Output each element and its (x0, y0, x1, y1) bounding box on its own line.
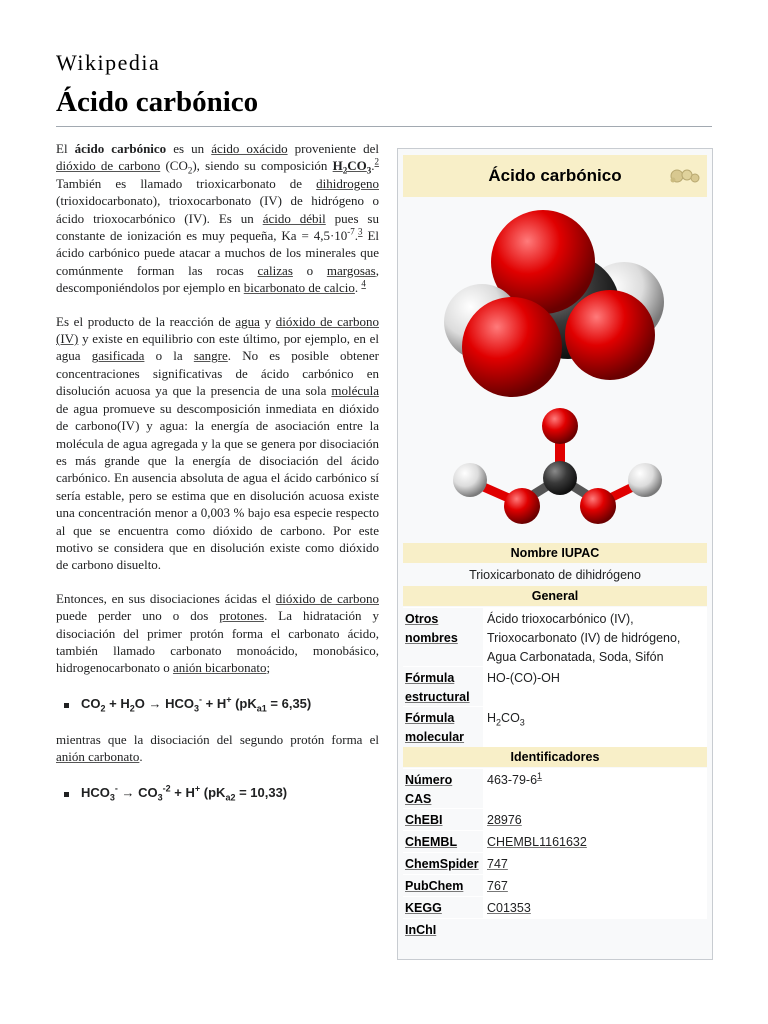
formula-h2co3[interactable]: $H_2CO_3$ (332, 158, 372, 176)
paragraph-2: Es el producto de la reacción de agua y dióxido de carbono (IV) y existe en equilibrio con este último, por ejemplo, en el agua gasificada o la sangre. No es posible obtener concentraciones significativas de ácido carbónico en disolución acuosa ya que la presencia de una sola molécula de agua promueve su descomposición inmediata en dióxido de carbono(IV) y agua: la energía de asociación entre la molécula de agua agregada y la que se genera por disociación es más grande que la energía de disociación del ácido carbónico. En ausencia absoluta de agua el ácido carbónico sí sería estable, pero se estima que en disolución acuosa existe una concentración menor a 0,003 % bajo esa especie respecto al que se encuentra como dióxido de carbono. Por este motivo se considera que en disolución existe como dióxido de carbono disuelto. (56, 313, 379, 573)
formula-molecular-value: $H_2CO_3$ (483, 707, 707, 749)
link-acido-oxacido[interactable]: ácido oxácido (211, 141, 288, 156)
paragraph-3: Entonces, en sus disociaciones ácidas el dióxido de carbono puede perder uno o dos protones. La hidratación y disociación del primer protón forma el carbonato ácido, también llamado carbonato monoácido, monobásico, hidrogenocarbonato o anión bicarbonato; (56, 590, 379, 676)
row-otros-nombres (403, 607, 707, 669)
infobox-title: Ácido carbónico (403, 155, 707, 197)
chebi-label[interactable]: ChEBI (403, 809, 483, 832)
row-pubchem (403, 874, 707, 898)
link-molecula[interactable]: molécula (331, 383, 379, 399)
link-bicarbonato-de-calcio[interactable]: bicarbonato de calcio (243, 280, 355, 296)
link-sangre[interactable]: sangre (193, 348, 228, 364)
row-chebi (403, 808, 707, 832)
row-formula-estructural (403, 666, 707, 709)
iupac-name-value: Trioxicarbonato de dihidrógeno (469, 568, 641, 582)
link-protones[interactable]: protones (219, 608, 265, 624)
cas-label[interactable]: Número CAS (403, 769, 483, 811)
pubchem-label[interactable]: PubChem (403, 875, 483, 898)
link-calizas[interactable]: calizas (257, 262, 293, 278)
article-body (56, 140, 379, 820)
formula-estructural-label[interactable]: Fórmula estructural (403, 667, 483, 709)
otros-nombres-label: Otros nombres (403, 608, 483, 669)
chebi-value[interactable]: 28976 (483, 809, 707, 832)
link-anion-bicarbonato[interactable]: anión bicarbonato (172, 660, 267, 676)
cas-value: $463-79-6^1$ (483, 769, 707, 811)
chemspider-label[interactable]: ChemSpider (403, 853, 483, 876)
equation-list-1 (64, 693, 379, 715)
kegg-value[interactable]: C01353 (483, 897, 707, 920)
inchi-label[interactable]: InChI (403, 919, 483, 942)
link-gasificada[interactable]: gasificada (91, 348, 145, 364)
paragraph-1: El ácido carbónico es un ácido oxácido proveniente del dióxido de carbono $(CO_2)$, siendo su composición $H_2CO_3.^2$ También es llamado trioxicarbonato de dihidrogeno (trioxidocarbonato), trioxocarbonato (IV) de hidrógeno o ácido trioxocarbónico (IV). Es un ácido débil pues su constante de ionización es muy pequeña, $Ka = 4,5\cdot 10^{-7}.^3$ El ácido carbónico puede atacar a muchos de los minerales que comúnmente forman las rocas calizas o margosas, descomponiéndolos por ejemplo en bicarbonato de calcio. $^4$ (56, 141, 380, 296)
infobox-header-iupac: Nombre IUPAC (403, 543, 707, 563)
row-cas (403, 768, 707, 811)
bold-term: ácido carbónico (74, 141, 167, 156)
link-dioxido-de-carbono-iv[interactable]: dióxido de carbono (IV) (56, 313, 379, 347)
row-inchi (403, 918, 707, 942)
equation-second-dissociation: $HCO_3^- \to CO_3^{-2} + H^+$ $(pK_{a2} = 10,33)$ (64, 782, 379, 804)
pubchem-value[interactable]: 767 (483, 875, 707, 898)
link-dihidrogeno[interactable]: dihidrogeno (316, 175, 379, 191)
reference-4[interactable]: 4 (361, 278, 366, 289)
otros-nombres-value: Ácido trioxocarbónico (IV), Trioxocarbonato (IV) de hidrógeno, Agua Carbonatada, Soda, Sifón (483, 608, 707, 669)
link-anion-carbonato[interactable]: anión carbonato (56, 749, 140, 765)
chembl-label[interactable]: ChEMBL (403, 831, 483, 854)
infobox (397, 148, 713, 960)
chemspider-value[interactable]: 747 (483, 853, 707, 876)
infobox-header-identificadores: Identificadores (403, 747, 707, 767)
infobox-header-general: General (403, 586, 707, 606)
paragraph-4: mientras que la disociación del segundo protón forma el anión carbonato. (56, 731, 379, 765)
row-formula-molecular (403, 706, 707, 749)
reference-2[interactable]: 2 (374, 157, 380, 168)
link-margosas[interactable]: margosas (326, 262, 376, 278)
wikipedia-logo[interactable]: Wikipedia (56, 50, 161, 75)
inchi-value (483, 919, 707, 942)
ball-and-stick-model-image[interactable] (440, 406, 680, 536)
link-acido-debil[interactable]: ácido débil (262, 210, 326, 226)
kegg-label[interactable]: KEGG (403, 897, 483, 920)
title-divider (56, 126, 712, 127)
reference-3[interactable]: 3 (358, 226, 363, 237)
row-kegg (403, 896, 707, 920)
row-chemspider (403, 852, 707, 876)
space-filling-model-image[interactable] (440, 207, 680, 403)
chemistry-portal-icon[interactable] (665, 167, 701, 185)
cas-reference[interactable]: 1 (537, 770, 543, 781)
equation-first-dissociation: $CO_2 + H_2O \to HCO_3^- + H^+$ $(pK_{a1} = 6,35)$ (64, 693, 379, 715)
row-chembl (403, 830, 707, 854)
link-dioxido-de-carbono[interactable]: dióxido de carbono (56, 158, 161, 174)
page-title: Ácido carbónico (56, 86, 259, 118)
formula-estructural-value: HO-(CO)-OH (483, 667, 707, 709)
chembl-value[interactable]: CHEMBL1161632 (483, 831, 707, 854)
formula-molecular-label[interactable]: Fórmula molecular (403, 707, 483, 749)
link-agua[interactable]: agua (235, 313, 260, 329)
equation-list-2 (64, 782, 379, 804)
link-dioxido-de-carbono-2[interactable]: dióxido de carbono (275, 590, 379, 606)
